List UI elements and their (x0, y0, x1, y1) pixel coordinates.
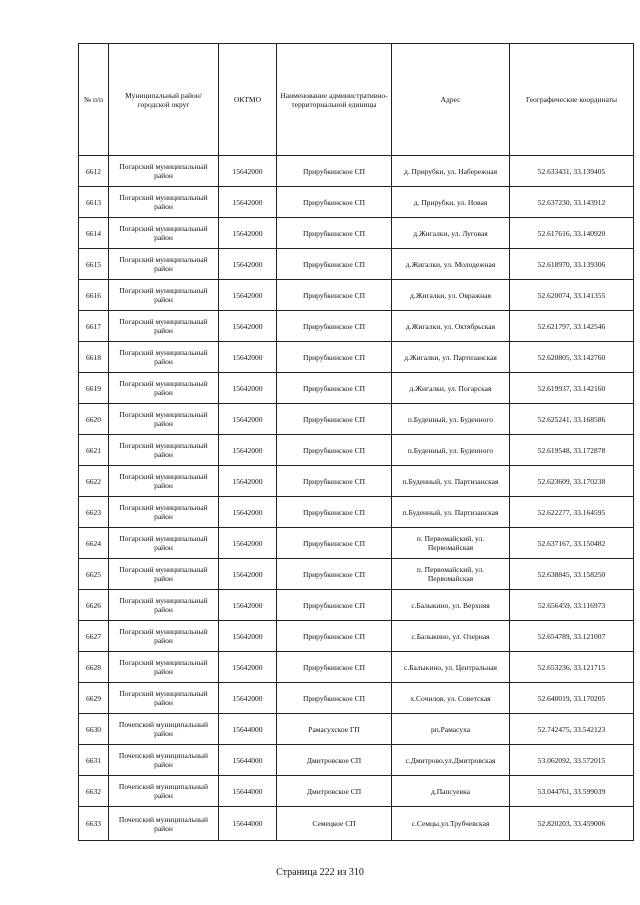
cell-unit: Прирубкинское СП (277, 187, 392, 218)
table-body (79, 156, 634, 841)
cell-address: д.Папсуевка (392, 776, 510, 807)
cell-unit: Прирубкинское СП (277, 249, 392, 280)
cell-address: д. Прирубки, ул. Новая (392, 187, 510, 218)
cell-district: Погарский муниципальный район (109, 528, 219, 559)
cell-oktmo: 15642000 (219, 280, 277, 311)
cell-address: д.Жигалки, ул. Молодежная (392, 249, 510, 280)
cell-oktmo: 15642000 (219, 652, 277, 683)
cell-coords: 52.617616, 33.140920 (510, 218, 634, 249)
table-row (79, 714, 634, 745)
cell-number: 6633 (79, 807, 109, 841)
cell-unit: Прирубкинское СП (277, 435, 392, 466)
cell-unit: Прирубкинское СП (277, 280, 392, 311)
cell-district: Погарский муниципальный район (109, 373, 219, 404)
table-row (79, 559, 634, 590)
cell-unit: Прирубкинское СП (277, 373, 392, 404)
cell-oktmo: 15642000 (219, 311, 277, 342)
cell-address: д.Жигалки, ул. Овражная (392, 280, 510, 311)
cell-number: 6630 (79, 714, 109, 745)
cell-district: Погарский муниципальный район (109, 249, 219, 280)
cell-district: Погарский муниципальный район (109, 590, 219, 621)
cell-address: п.Буденный, ул. Буденного (392, 404, 510, 435)
cell-number: 6620 (79, 404, 109, 435)
cell-unit: Прирубкинское СП (277, 559, 392, 590)
cell-number: 6625 (79, 559, 109, 590)
table-header (79, 44, 634, 156)
registry-table (78, 43, 634, 841)
cell-oktmo: 15642000 (219, 373, 277, 404)
cell-district: Почепский муниципальный район (109, 776, 219, 807)
cell-oktmo: 15644000 (219, 776, 277, 807)
cell-address: рп.Рамасуха (392, 714, 510, 745)
cell-number: 6615 (79, 249, 109, 280)
cell-unit: Прирубкинское СП (277, 652, 392, 683)
cell-oktmo: 15642000 (219, 590, 277, 621)
cell-district: Погарский муниципальный район (109, 497, 219, 528)
cell-number: 6622 (79, 466, 109, 497)
col-district-header: Муниципальный район/городской округ (109, 44, 219, 156)
col-oktmo-header: ОКТМО (219, 44, 277, 156)
cell-coords: 53.062092, 33.572015 (510, 745, 634, 776)
cell-number: 6628 (79, 652, 109, 683)
cell-address: п. Первомайский, ул. Первомайская (392, 528, 510, 559)
cell-district: Погарский муниципальный район (109, 683, 219, 714)
cell-coords: 52.742475, 33.542123 (510, 714, 634, 745)
cell-coords: 52.618970, 33.139306 (510, 249, 634, 280)
cell-oktmo: 15644000 (219, 745, 277, 776)
cell-coords: 52.638845, 33.158250 (510, 559, 634, 590)
cell-number: 6626 (79, 590, 109, 621)
cell-oktmo: 15642000 (219, 466, 277, 497)
cell-oktmo: 15642000 (219, 404, 277, 435)
cell-unit: Дмитровское СП (277, 745, 392, 776)
cell-number: 6618 (79, 342, 109, 373)
cell-coords: 52.820203, 33.459006 (510, 807, 634, 841)
col-address-header: Адрес (392, 44, 510, 156)
page-number: Страница 222 из 310 (276, 867, 364, 878)
cell-address: п. Первомайский, ул. Первомайская (392, 559, 510, 590)
cell-address: д.Жигалки, ул. Погарская (392, 373, 510, 404)
cell-address: с.Семцы,ул.Трубчевская (392, 807, 510, 841)
cell-district: Погарский муниципальный район (109, 559, 219, 590)
cell-coords: 52.640019, 33.170205 (510, 683, 634, 714)
cell-address: х.Сочилов, ул. Советская (392, 683, 510, 714)
cell-district: Погарский муниципальный район (109, 218, 219, 249)
cell-coords: 52.620074, 33.141355 (510, 280, 634, 311)
cell-district: Погарский муниципальный район (109, 156, 219, 187)
cell-unit: Семецкое СП (277, 807, 392, 841)
cell-unit: Прирубкинское СП (277, 683, 392, 714)
cell-address: п.Буденный, ул. Буденного (392, 435, 510, 466)
table-row (79, 528, 634, 559)
cell-unit: Прирубкинское СП (277, 621, 392, 652)
cell-unit: Прирубкинское СП (277, 497, 392, 528)
cell-district: Погарский муниципальный район (109, 435, 219, 466)
cell-oktmo: 15644000 (219, 714, 277, 745)
cell-address: п.Буденный, ул. Партизанская (392, 497, 510, 528)
cell-oktmo: 15642000 (219, 683, 277, 714)
cell-coords: 52.620805, 33.142760 (510, 342, 634, 373)
col-coords-header: Географические координаты (510, 44, 634, 156)
col-number-header: № п/п (79, 44, 109, 156)
table-row (79, 497, 634, 528)
table-row (79, 311, 634, 342)
cell-oktmo: 15642000 (219, 528, 277, 559)
cell-number: 6631 (79, 745, 109, 776)
cell-coords: 52.654789, 33.121007 (510, 621, 634, 652)
cell-address: д.Жигалки, ул. Октябрьская (392, 311, 510, 342)
table-row (79, 435, 634, 466)
cell-unit: Прирубкинское СП (277, 466, 392, 497)
cell-district: Почепский муниципальный район (109, 714, 219, 745)
table-row (79, 590, 634, 621)
cell-coords: 53.044761, 33.599039 (510, 776, 634, 807)
cell-oktmo: 15644000 (219, 807, 277, 841)
cell-oktmo: 15642000 (219, 187, 277, 218)
cell-oktmo: 15642000 (219, 218, 277, 249)
cell-district: Погарский муниципальный район (109, 621, 219, 652)
cell-coords: 52.625241, 33.168586 (510, 404, 634, 435)
cell-coords: 52.637230, 33.143912 (510, 187, 634, 218)
table-row (79, 652, 634, 683)
cell-address: с.Балыкино, ул. Озерная (392, 621, 510, 652)
cell-number: 6621 (79, 435, 109, 466)
cell-district: Погарский муниципальный район (109, 342, 219, 373)
cell-number: 6627 (79, 621, 109, 652)
cell-unit: Прирубкинское СП (277, 528, 392, 559)
cell-unit: Прирубкинское СП (277, 218, 392, 249)
cell-address: д. Прирубки, ул. Набережная (392, 156, 510, 187)
cell-district: Погарский муниципальный район (109, 187, 219, 218)
cell-address: п.Буденный, ул. Партизанская (392, 466, 510, 497)
col-unit-header: Наименование административно-территориальной единицы (277, 44, 392, 156)
cell-oktmo: 15642000 (219, 249, 277, 280)
cell-number: 6619 (79, 373, 109, 404)
cell-address: д.Жигалки, ул. Партизанская (392, 342, 510, 373)
cell-unit: Прирубкинское СП (277, 404, 392, 435)
cell-oktmo: 15642000 (219, 342, 277, 373)
cell-coords: 52.656459, 33.116973 (510, 590, 634, 621)
cell-number: 6632 (79, 776, 109, 807)
cell-coords: 52.637167, 33.150482 (510, 528, 634, 559)
cell-coords: 52.622277, 33.164595 (510, 497, 634, 528)
cell-coords: 52.619548, 33.172878 (510, 435, 634, 466)
cell-oktmo: 15642000 (219, 621, 277, 652)
table-row (79, 187, 634, 218)
table-row (79, 249, 634, 280)
table-row (79, 280, 634, 311)
cell-district: Погарский муниципальный район (109, 280, 219, 311)
table-row (79, 683, 634, 714)
cell-district: Почепский муниципальный район (109, 807, 219, 841)
cell-address: с.Балыкино, ул. Центральная (392, 652, 510, 683)
table-row (79, 466, 634, 497)
cell-unit: Прирубкинское СП (277, 590, 392, 621)
table-row (79, 373, 634, 404)
table-row (79, 156, 634, 187)
cell-number: 6612 (79, 156, 109, 187)
cell-district: Погарский муниципальный район (109, 311, 219, 342)
cell-number: 6629 (79, 683, 109, 714)
cell-district: Почепский муниципальный район (109, 745, 219, 776)
cell-coords: 52.619937, 33.142160 (510, 373, 634, 404)
table-row (79, 218, 634, 249)
table-row (79, 621, 634, 652)
header-row (79, 44, 634, 156)
cell-oktmo: 15642000 (219, 497, 277, 528)
cell-address: с.Балыкино, ул. Верхняя (392, 590, 510, 621)
cell-oktmo: 15642000 (219, 435, 277, 466)
cell-address: д.Жигалки, ул. Луговая (392, 218, 510, 249)
cell-address: с.Дмитрово,ул.Дмитровская (392, 745, 510, 776)
cell-oktmo: 15642000 (219, 559, 277, 590)
cell-unit: Прирубкинское СП (277, 156, 392, 187)
cell-unit: Рамасухское ГП (277, 714, 392, 745)
table-row (79, 776, 634, 807)
cell-number: 6623 (79, 497, 109, 528)
cell-number: 6617 (79, 311, 109, 342)
cell-number: 6614 (79, 218, 109, 249)
cell-district: Погарский муниципальный район (109, 466, 219, 497)
cell-number: 6613 (79, 187, 109, 218)
cell-number: 6616 (79, 280, 109, 311)
cell-oktmo: 15642000 (219, 156, 277, 187)
table-row (79, 745, 634, 776)
table-row (79, 807, 634, 841)
cell-coords: 52.623609, 33.170238 (510, 466, 634, 497)
cell-coords: 52.633431, 33.139405 (510, 156, 634, 187)
cell-district: Погарский муниципальный район (109, 404, 219, 435)
cell-coords: 52.621797, 33.142546 (510, 311, 634, 342)
cell-coords: 52.653236, 33.121715 (510, 652, 634, 683)
cell-number: 6624 (79, 528, 109, 559)
cell-unit: Дмитровское СП (277, 776, 392, 807)
table-row (79, 342, 634, 373)
table-row (79, 404, 634, 435)
cell-unit: Прирубкинское СП (277, 311, 392, 342)
cell-district: Погарский муниципальный район (109, 652, 219, 683)
cell-unit: Прирубкинское СП (277, 342, 392, 373)
